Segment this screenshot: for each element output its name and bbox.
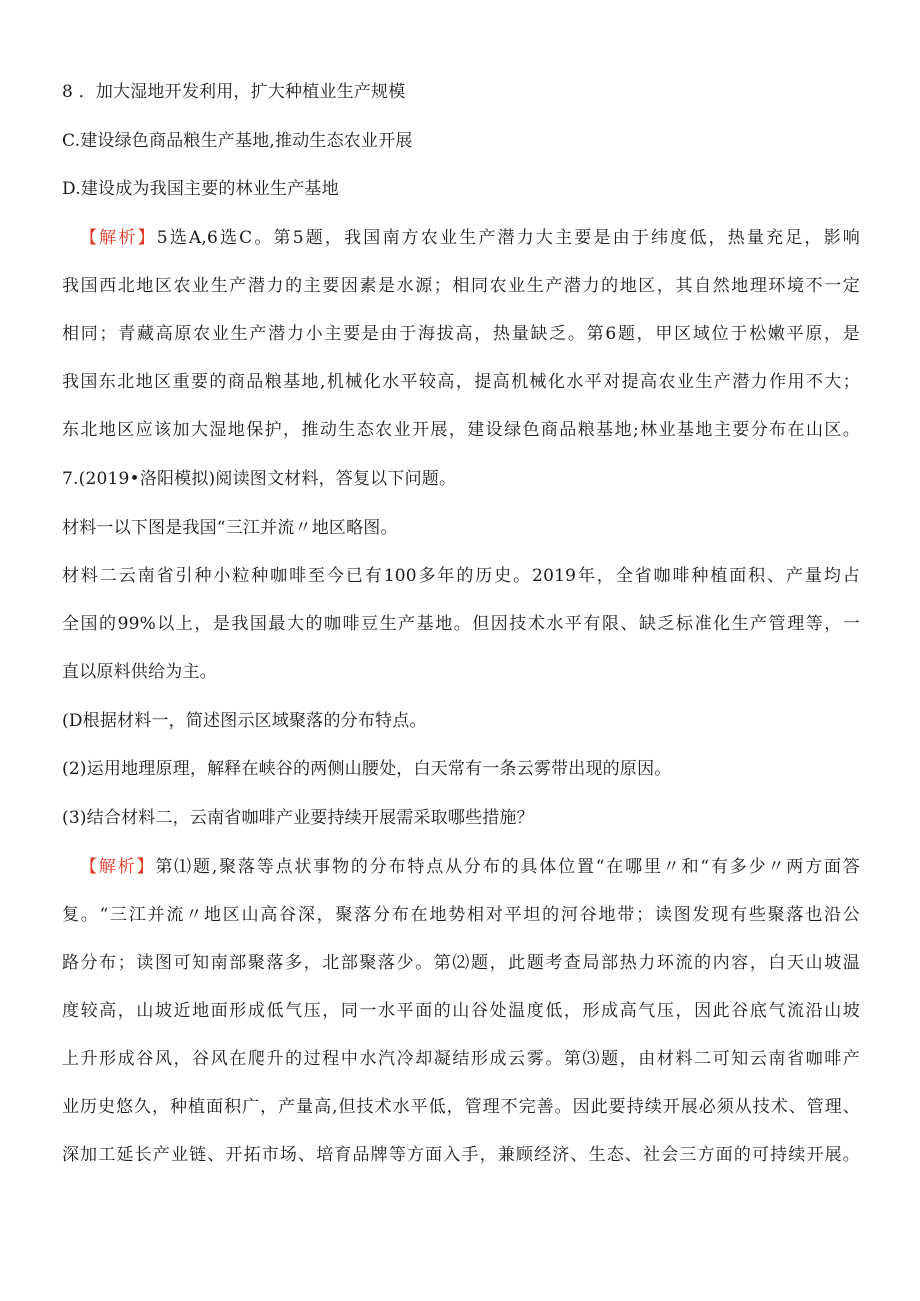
analysis-1-line-1 bbox=[80, 226, 860, 250]
analysis-2-text-1: 第⑴题,聚落等点状事物的分布特点从分布的具体位置“在哪里〃和“有多少〃两方面答 bbox=[155, 857, 860, 877]
sub-question-1: (D根据材料一，简述图示区域聚落的分布特点。 bbox=[62, 711, 427, 731]
analysis-2-line-2: 复。“三江并流〃地区山高谷深，聚落分布在地势相对平坦的河谷地带；读图发现有些聚落也沿公 bbox=[62, 905, 860, 925]
option-b: 8 ．加大湿地开发利用，扩大种植业生产规模 bbox=[62, 82, 406, 102]
material-1: 材料一以下图是我国“三江并流〃地区略图。 bbox=[62, 518, 398, 538]
analysis-1-line-5: 东北地区应该加大湿地保护，推动生态农业开展，建设绿色商品粮基地;林业基地主要分布在山区。 bbox=[62, 420, 860, 440]
sub-question-2: (2)运用地理原理，解释在峡谷的两侧山腰处，白天常有一条云雾带出现的原因。 bbox=[62, 759, 672, 779]
analysis-1-line-2: 我国西北地区农业生产潜力的主要因素是水源；相同农业生产潜力的地区，其自然地理环境不一定 bbox=[62, 276, 860, 296]
option-c: C.建设绿色商品粮生产基地,推动生态农业开展 bbox=[62, 131, 413, 151]
analysis-1-text-1: 5选A,6选C。第5题，我国南方农业生产潜力大主要是由于纬度低，热量充足，影响 bbox=[156, 228, 860, 248]
material-2-line-1: 材料二云南省引种小粒种咖啡至今已有100多年的历史。2019年，全省咖啡种植面积、产量均占 bbox=[62, 566, 860, 586]
option-d: D.建设成为我国主要的林业生产基地 bbox=[62, 179, 339, 199]
analysis-2-line-5: 上升形成谷风，谷风在爬升的过程中水汽冷却凝结形成云雾。第⑶题，由材料二可知云南省咖啡产 bbox=[62, 1049, 860, 1069]
question-7-title: 7.(2019•洛阳模拟)阅读图文材料，答复以下问题。 bbox=[62, 469, 457, 489]
analysis-tag: 【解析】 bbox=[80, 857, 156, 877]
analysis-2-line-3: 路分布；读图可知南部聚落多，北部聚落少。第⑵题，此题考查局部热力环流的内容，白天山坡温 bbox=[62, 953, 860, 973]
sub-question-3: (3)结合材料二，云南省咖啡产业要持续开展需采取哪些措施？ bbox=[62, 808, 534, 828]
analysis-2-line-1 bbox=[80, 855, 860, 879]
material-2-line-3: 直以原料供给为主。 bbox=[62, 662, 217, 682]
analysis-2-line-6: 业历史悠久，种植面积广，产量高,但技术水平低，管理不完善。因此要持续开展必须从技术、管理、 bbox=[62, 1097, 860, 1117]
analysis-2-line-4: 度较高，山坡近地面形成低气压，同一水平面的山谷处温度低，形成高气压，因此谷底气流沿山坡 bbox=[62, 1001, 860, 1021]
analysis-1-line-3: 相同；青藏高原农业生产潜力小主要是由于海拔高，热量缺乏。第6题，甲区域位于松嫩平原，是 bbox=[62, 324, 860, 344]
material-2-line-2: 全国的99%以上，是我国最大的咖啡豆生产基地。但因技术水平有限、缺乏标准化生产管理等，一 bbox=[62, 614, 860, 634]
analysis-tag: 【解析】 bbox=[80, 228, 157, 248]
analysis-1-line-4: 我国东北地区重要的商品粮基地,机械化水平较高，提高机械化水平对提高农业生产潜力作用不大； bbox=[62, 372, 860, 392]
analysis-2-line-7: 深加工延长产业链、开拓市场、培育品牌等方面入手，兼顾经济、生态、社会三方面的可持续开展。 bbox=[62, 1145, 860, 1165]
